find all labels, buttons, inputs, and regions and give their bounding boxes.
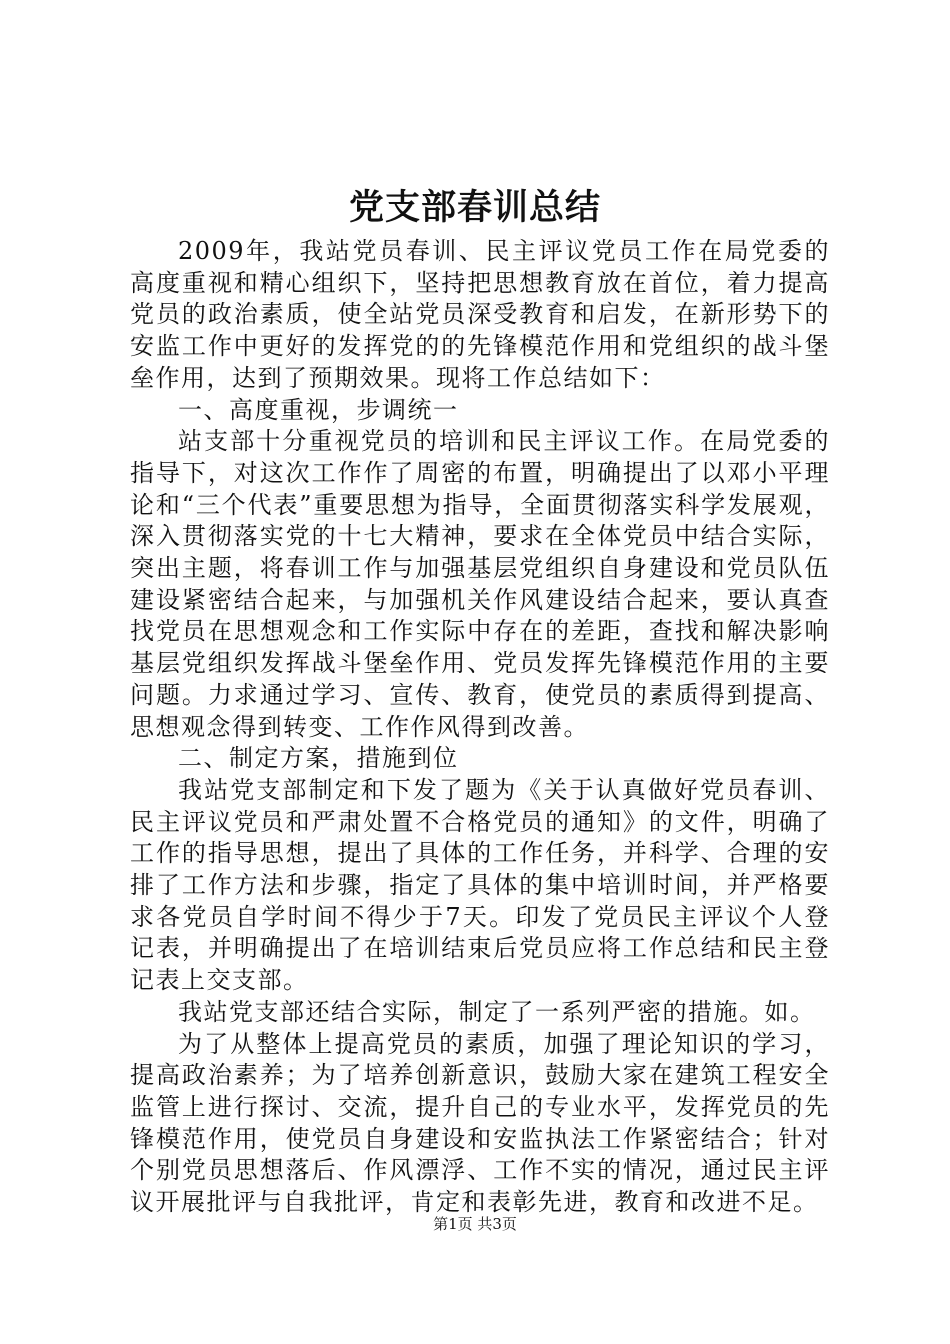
paragraph-intro: 2009年，我站党员春训、民主评议党员工作在局党委的高度重视和精心组织下，坚持把思想教育放在首位，着力提高党员的政治素质，使全站党员深受教育和启发，在新形势下的安监工作中更好的发挥党的的先锋模范作用和党组织的战斗堡垒作用，达到了预期效果。现将工作总结如下： (130, 237, 830, 392)
paragraph-section-2: 我站党支部制定和下发了题为《关于认真做好党员春训、民主评议党员和严肃处置不合格党员的通知》的文件，明确了工作的指导思想，提出了具体的工作任务，并科学、合理的安排了工作方法和步骤，指定了具体的集中培训时间，并严格要求各党员自学时间不得少于7天。印发了党员民主评议个人登记表，并明确提出了在培训结束后党员应将工作总结和民主登记表上交支部。 (130, 775, 830, 995)
document-body (130, 236, 830, 1219)
section-heading-1: 一、高度重视，步调统一 (178, 395, 459, 424)
paragraph-section-1: 站支部十分重视党员的培训和民主评议工作。在局党委的指导下，对这次工作作了周密的布置，明确提出了以邓小平理论和“三个代表”重要思想为指导，全面贯彻落实科学发展观，深入贯彻落实党的十七大精神，要求在全体党员中结合实际，突出主题，将春训工作与加强基层党组织自身建设和党员队伍建设紧密结合起来，与加强机关作风建设结合起来，要认真查找党员在思想观念和工作实际中存在的差距，查找和解决影响基层党组织发挥战斗堡垒作用、党员发挥先锋模范作用的主要问题。力求通过学习、宣传、教育，使党员的素质得到提高、思想观念得到转变、工作作风得到改善。 (130, 427, 830, 741)
page-number-footer: 第1页 共3页 (433, 1215, 517, 1233)
document-title: 党支部春训总结 (348, 187, 601, 228)
section-heading-2: 二、制定方案，措施到位 (178, 744, 459, 773)
paragraph-measures: 为了从整体上提高党员的素质，加强了理论知识的学习，提高政治素养；为了培养创新意识，鼓励大家在建筑工程安全监管上进行探讨、交流，提升自己的专业水平，发挥党员的先锋模范作用，使党员自身建设和安监执法工作紧密结合；针对个别党员思想落后、作风漂浮、工作不实的情况，通过民主评议开展批评与自我批评，肯定和表彰先进，教育和改进不足。 (130, 1029, 830, 1217)
paragraph-measures-intro: 我站党支部还结合实际，制定了一系列严密的措施。如。 (178, 997, 816, 1026)
